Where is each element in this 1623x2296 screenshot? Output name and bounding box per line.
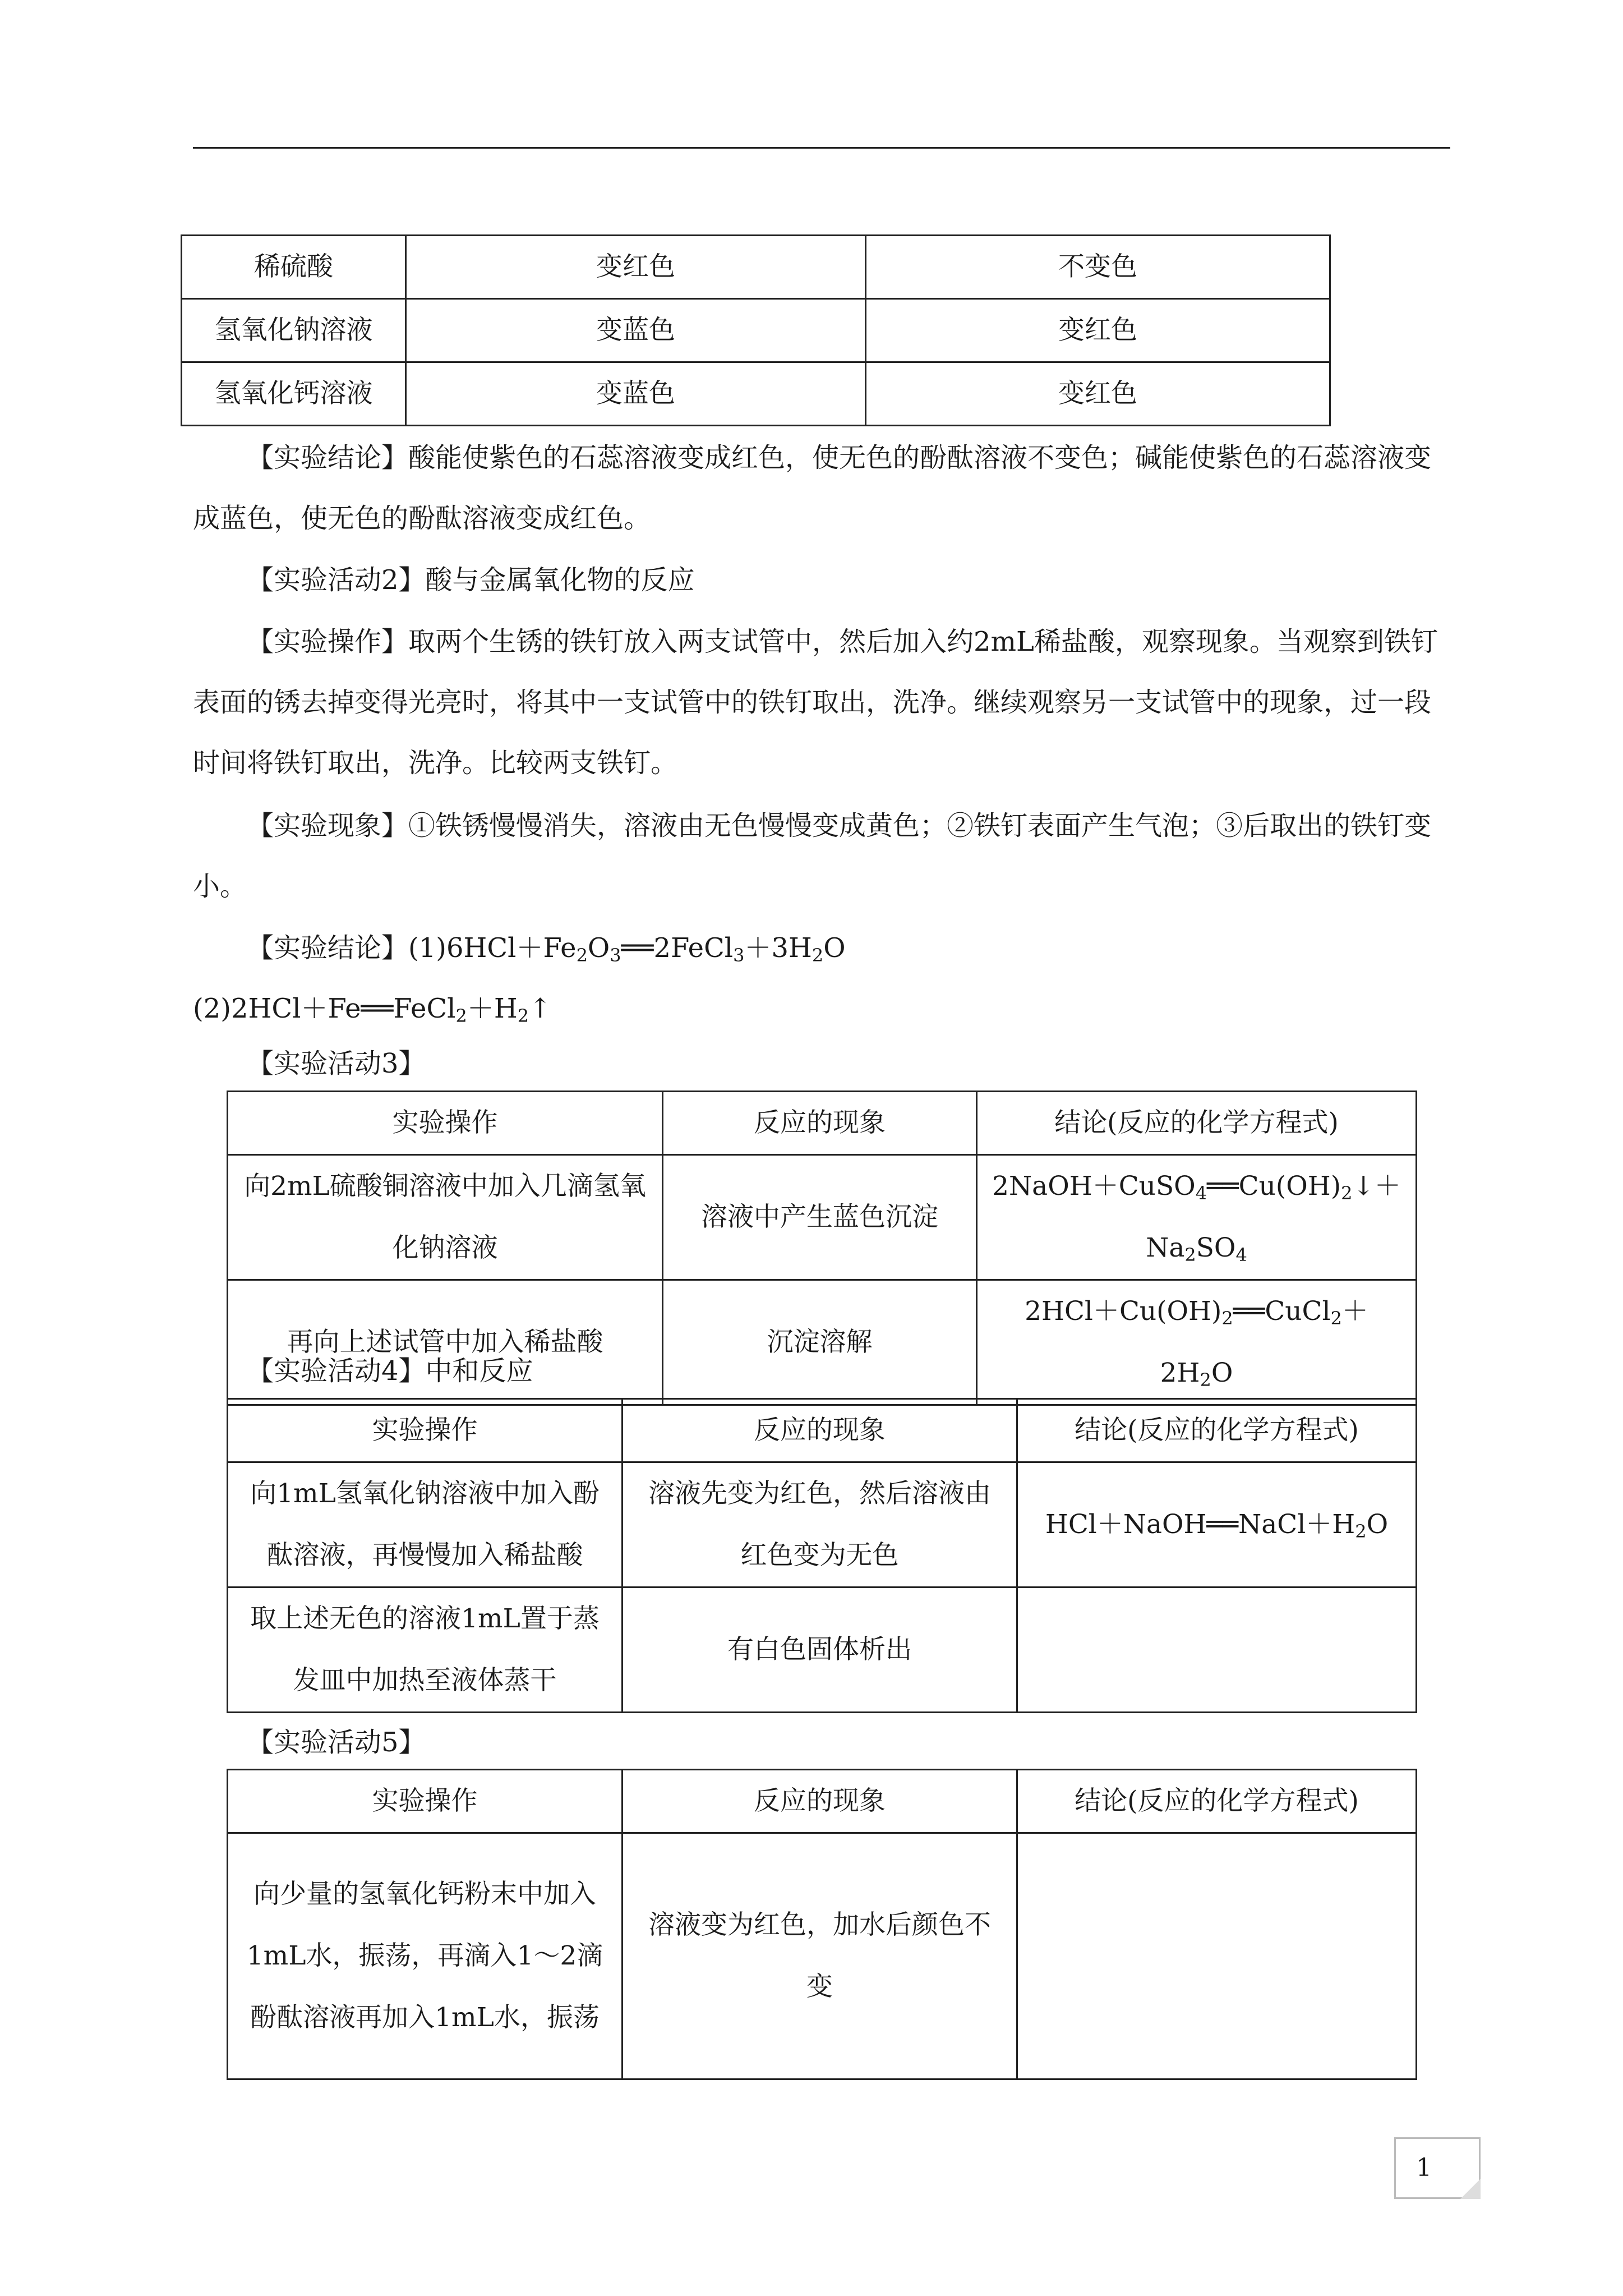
table-cell: $2NaOH+CuSO_4══Cu(OH)_2↓+$ $Na_2SO_4$ bbox=[977, 1155, 1417, 1280]
table-cell: 氢氧化钠溶液 bbox=[182, 299, 406, 362]
table-header-cell: 实验操作 bbox=[228, 1399, 623, 1462]
table-cell: 变蓝色 bbox=[406, 299, 866, 362]
table-header-cell: 结论(反应的化学方程式) bbox=[1017, 1399, 1417, 1462]
table-row bbox=[228, 1833, 1417, 2079]
table-cell: 变红色 bbox=[406, 236, 866, 299]
activity-5-table bbox=[227, 1769, 1417, 2080]
equation-2: $(2)2HCl+Fe══FeCl_2+H_2↑$ bbox=[193, 993, 552, 1027]
table-cell: 向少量的氢氧化钙粉末中加入1mL水，振荡，再滴入1～2滴酚酞溶液再加入1mL水，振荡 bbox=[228, 1833, 623, 2079]
table-row bbox=[228, 1462, 1417, 1588]
table-cell: 稀硫酸 bbox=[182, 236, 406, 299]
page-number-badge bbox=[1394, 2137, 1481, 2199]
table-row bbox=[182, 236, 1330, 299]
table-row bbox=[228, 1588, 1417, 1713]
equation-1: 【实验结论】$(1)6HCl+Fe_2O_3══2FeCl_3+3H_2O$ bbox=[247, 932, 846, 966]
phenomenon-paragraph: 【实验现象】①铁锈慢慢消失，溶液由无色慢慢变成黄色；②铁钉表面产生气泡；③后取出的铁钉变小。 bbox=[193, 810, 1432, 902]
table-cell: 变蓝色 bbox=[406, 362, 866, 426]
activity-5-heading: 【实验活动5】 bbox=[247, 1727, 426, 1758]
indicator-table bbox=[181, 234, 1331, 426]
table-cell: 溶液变为红色，加水后颜色不变 bbox=[623, 1833, 1017, 2079]
table-header-cell: 结论(反应的化学方程式) bbox=[977, 1092, 1417, 1155]
table-cell: $2HCl+Cu(OH)_2══CuCl_2+2H_2O$ bbox=[977, 1280, 1417, 1405]
table-cell: 取上述无色的溶液1mL置于蒸发皿中加热至液体蒸干 bbox=[228, 1588, 623, 1713]
table-row bbox=[182, 362, 1330, 426]
table-header-cell: 反应的现象 bbox=[623, 1770, 1017, 1833]
table-cell: 再向上述试管中加入稀盐酸 bbox=[228, 1280, 663, 1405]
table-cell: 变红色 bbox=[866, 362, 1330, 426]
table-header-cell: 实验操作 bbox=[228, 1770, 623, 1833]
operation-paragraph: 【实验操作】取两个生锈的铁钉放入两支试管中，然后加入约2mL稀盐酸，观察现象。当观察到铁钉表面的锈去掉变得光亮时，将其中一支试管中的铁钉取出，洗净。继续观察另一支试管中的现象，过一段时间将铁钉取出，洗净。比较两支铁钉。 bbox=[193, 626, 1438, 779]
table-cell: 溶液先变为红色，然后溶液由红色变为无色 bbox=[623, 1462, 1017, 1588]
activity-4-heading: 【实验活动4】中和反应 bbox=[247, 1355, 533, 1387]
table-header-cell: 结论(反应的化学方程式) bbox=[1017, 1770, 1417, 1833]
table-cell: 不变色 bbox=[866, 236, 1330, 299]
table-cell bbox=[1017, 1588, 1417, 1713]
table-header-cell: 反应的现象 bbox=[663, 1092, 977, 1155]
table-cell bbox=[1017, 1833, 1417, 2079]
table-header-row bbox=[228, 1770, 1417, 1833]
activity-3-heading: 【实验活动3】 bbox=[247, 1048, 426, 1079]
table-header-cell: 反应的现象 bbox=[623, 1399, 1017, 1462]
header-rule bbox=[193, 147, 1450, 149]
table-cell: 有白色固体析出 bbox=[623, 1588, 1017, 1713]
table-header-row bbox=[228, 1399, 1417, 1462]
table-row bbox=[228, 1155, 1417, 1280]
table-header-cell: 实验操作 bbox=[228, 1092, 663, 1155]
table-cell: 向1mL氢氧化钠溶液中加入酚酞溶液，再慢慢加入稀盐酸 bbox=[228, 1462, 623, 1588]
activity-2-heading: 【实验活动2】酸与金属氧化物的反应 bbox=[247, 564, 695, 596]
table-cell: $HCl+NaOH══NaCl+H_2O$ bbox=[1017, 1462, 1417, 1588]
table-cell: 向2mL硫酸铜溶液中加入几滴氢氧化钠溶液 bbox=[228, 1155, 663, 1280]
conclusion-paragraph: 【实验结论】酸能使紫色的石蕊溶液变成红色，使无色的酚酞溶液不变色；碱能使紫色的石蕊溶液变成蓝色，使无色的酚酞溶液变成红色。 bbox=[193, 442, 1432, 534]
table-row bbox=[182, 299, 1330, 362]
table-cell: 变红色 bbox=[866, 299, 1330, 362]
table-cell: 沉淀溶解 bbox=[663, 1280, 977, 1405]
page-number: 1 bbox=[1416, 2154, 1432, 2182]
table-cell: 氢氧化钙溶液 bbox=[182, 362, 406, 426]
activity-4-table bbox=[227, 1398, 1417, 1713]
table-cell: 溶液中产生蓝色沉淀 bbox=[663, 1155, 977, 1280]
table-header-row bbox=[228, 1092, 1417, 1155]
